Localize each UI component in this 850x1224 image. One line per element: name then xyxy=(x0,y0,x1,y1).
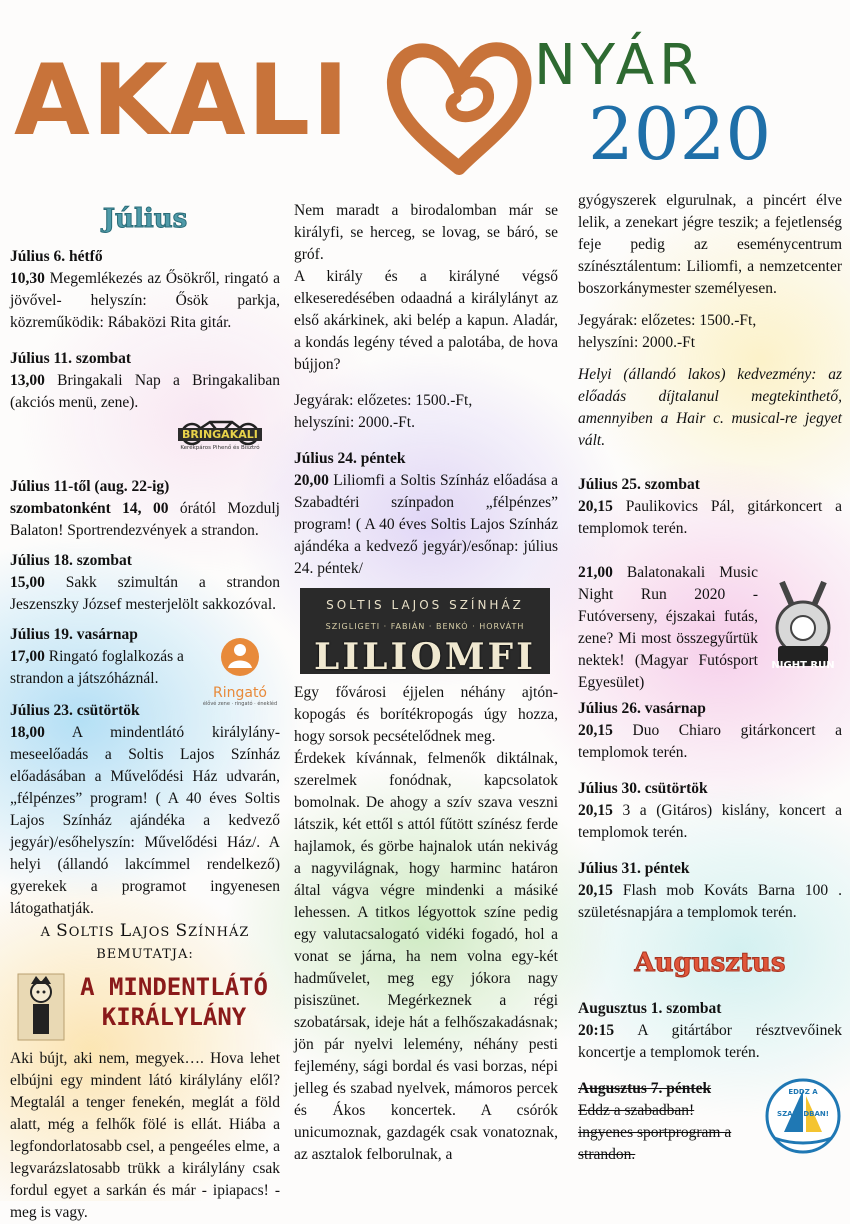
story-text: Aki bújt, aki nem, megyek…. Hova lehet elbújni egy mindent látó királylány elől? Megtalál a tenger fenekén, meglát a föld alatt, még a felhők fölé is ellát. Hiába a legfondorlatosabb csel, a pengeéles elme, a legvarázslatosabb trükk a királylány csak fordul egyet a sarkán és már - ipiapacs! - meg is vagy. xyxy=(10,1050,280,1221)
page-header xyxy=(0,0,850,200)
mindentlato-banner xyxy=(10,972,280,1044)
event-text: 13,00 Bringakali Nap a Bringakaliban (akciós menü, zene). xyxy=(10,372,280,411)
event-text: 20,15 Paulikovics Pál, gitárkoncert a templomok terén. xyxy=(578,498,842,537)
event-date: Július 31. péntek xyxy=(578,860,690,877)
event-text: 20,15 3 a (Gitáros) kislány, koncert a templomok terén. xyxy=(578,802,842,841)
event-date: Július 18. szombat xyxy=(10,552,132,569)
event-text-cancelled: Eddz a szabadban! ingyenes sportprogram a strandon. xyxy=(578,1102,732,1163)
night-run-logo: NIGHT RUN xyxy=(764,580,842,670)
bringakali-logo: BRINGAKALI Kerékpáros Pihenő és Bisztró xyxy=(170,416,270,458)
event-date: Július 19. vasárnap xyxy=(10,626,138,643)
event-text: szombatonként 14, 00 órától Mozdulj Balaton! Sportrendezvények a strandon. xyxy=(10,500,280,539)
event-date: Július 11-től (aug. 22-ig) xyxy=(10,478,170,495)
story-text: gyógyszerek elgurulnak, a pincért élve lelik, a zenekart jégre teszik; a fejetlenség feje pedig az eseménycentrum színésztálentum: Liliomfi, a nemzetcenter boszorkánymester személyesen. xyxy=(578,192,842,297)
ticket-prices: helyszíni: 2000.-Ft. xyxy=(294,414,415,431)
month-heading-july: Július xyxy=(102,204,188,234)
event-date: Július 25. szombat xyxy=(578,476,700,493)
event-date: Július 11. szombat xyxy=(10,350,132,367)
event-text: 21,00 Balatonakali Music Night Run 2020 - Futóverseny, éjszakai futás, zene? Mi most összegyűrtük nektek! (Magyar Futósport Egyesület) xyxy=(578,564,758,691)
princess-figure-icon xyxy=(16,972,66,1042)
liliomfi-poster: SOLTIS LAJOS SZÍNHÁZ SZIGLIGETI · FABIÁN · BENKÓ · HORVÁTH LILIOMFI xyxy=(300,588,550,674)
event-text: 15,00 Sakk szimultán a strandon Jeszenszky József mesterjelölt sakkozóval. xyxy=(10,574,280,613)
soltis-presents: A SOLTIS LAJOS SZÍNHÁZ BEMUTATJA: xyxy=(40,921,250,962)
ringato-logo: Ringató élővé zene · ringató · énekléd xyxy=(200,636,280,706)
event-date: Július 6. hétfő xyxy=(10,248,103,265)
event-text: 20,15 Flash mob Kováts Barna 100 . születésnapjára a templomok terén. xyxy=(578,882,842,921)
event-date: Július 24. péntek xyxy=(294,450,406,467)
event-date: Július 23. csütörtök xyxy=(10,702,140,719)
title-akali: AKALI xyxy=(14,44,351,158)
column-2 xyxy=(294,200,558,1166)
story-text: A király és a királyné végső elkeseredésében odaadná a királylányt az első akárkinek, aki belép a kapun. Aladár, a kondás legény téved a palotába, de hova bújjon? xyxy=(294,268,558,373)
event-date: Július 30. csütörtök xyxy=(578,780,708,797)
mindentlato-title-line2: KIRÁLYLÁNY xyxy=(101,1003,247,1031)
column-1 xyxy=(10,200,280,1224)
story-text: Érdekek kívánnak, felmenők diktálnak, szerelmek fonódnak, kapcsolatok bomolnak. De ahogy a szív szava veszni látszik, két ettől s attól fűtött színész ferde hajlamok, és görbe hajnalok után nekivág a nagyvilágnak, hogy harminc határon által vágva végre mindenki a másiké lehessen. A titkos légyottok színe pedig egy valutacsalogató vidéki fogadó, hol a vonat se járna, ha nem volna egy-két hadművelet, meg egy jókora nagy pisiszünet. Megérkeznek a régi szobatársak, ideje hát a felhőszakadásnak; jön pár nyelvi lelemény, néhány pesti fejlemény, sági bordal és vasi borzas, népi jelleg és szabad nyelvek, mámoros percek és Ákos koncertek. A csórók unicumoznak, gazdagék csak vonatoznak, az asztalok felborulnak, a xyxy=(294,750,558,1163)
event-text: 17,00 Ringató foglalkozás a strandon a játszóháznál. xyxy=(10,648,184,687)
event-text: 18,00 A mindentlátó királylány-meseelőadás a Soltis Lajos Színház előadásában a Művelődési Ház udvarán, „félpénzes” program! ( A 40 éves Soltis Lajos Színház ajándéka a kedvező jegyár)/esőhelyszín: Művelődési Ház/. A helyi (állandó lakcímmel rendelkező) gyerekek a programot ingyenesen látogathatják. xyxy=(10,724,280,917)
mindentlato-title-line1: A MINDENTLÁTÓ xyxy=(80,973,268,1001)
heart-spiral-icon xyxy=(384,30,534,180)
event-date: Augusztus 1. szombat xyxy=(578,1000,722,1017)
event-text: 20:15 A gitártábor résztvevőinek koncertje a templomok terén. xyxy=(578,1022,842,1061)
column-3 xyxy=(578,192,842,1166)
event-date-cancelled: Augusztus 7. péntek xyxy=(578,1080,712,1097)
discount-note: Helyi (állandó lakos) kedvezmény: az előadás díjtalanul megtekinthető, amennyiben a Hair c. musical-re jegyet vált. xyxy=(578,366,842,449)
event-text: 10,30 Megemlékezés az Ősökről, ringató a jövővel- helyszín: Ősök parkja, közreműködik: Rábaközi Rita gitár. xyxy=(10,270,280,331)
ticket-prices: Jegyárak: előzetes: 1500.-Ft, xyxy=(294,392,473,409)
title-nyar: NYÁR xyxy=(534,33,703,98)
ticket-prices: helyszíni: 2000.-Ft xyxy=(578,334,696,351)
eddz-logo: EDDZ A SZABADBAN! xyxy=(764,1076,842,1156)
story-text: Nem maradt a birodalomban már se királyfi, se herceg, se lovag, se báró, se gróf. xyxy=(294,202,558,263)
ticket-prices: Jegyárak: előzetes: 1500.-Ft, xyxy=(578,312,757,329)
ringato-icon xyxy=(200,636,280,678)
month-heading-august: Augusztus xyxy=(634,948,786,978)
story-text: Egy fővárosi éjjelen néhány ajtón-kopogás és borítékropogás úgy hozza, hogy sorsok pecsételődnek meg. xyxy=(294,684,558,745)
event-text: 20,00 Liliomfi a Soltis Színház előadása a Szabadtéri színpadon „félpénzes” program! ( A 40 éves Soltis Lajos Színház ajándéka a kedvező jegyár)/esőnap: július 24. péntek/ xyxy=(294,472,558,577)
event-text: 20,15 Duo Chiaro gitárkoncert a templomok terén. xyxy=(578,722,842,761)
event-date: Július 26. vasárnap xyxy=(578,700,706,717)
title-year: 2020 xyxy=(588,92,772,176)
